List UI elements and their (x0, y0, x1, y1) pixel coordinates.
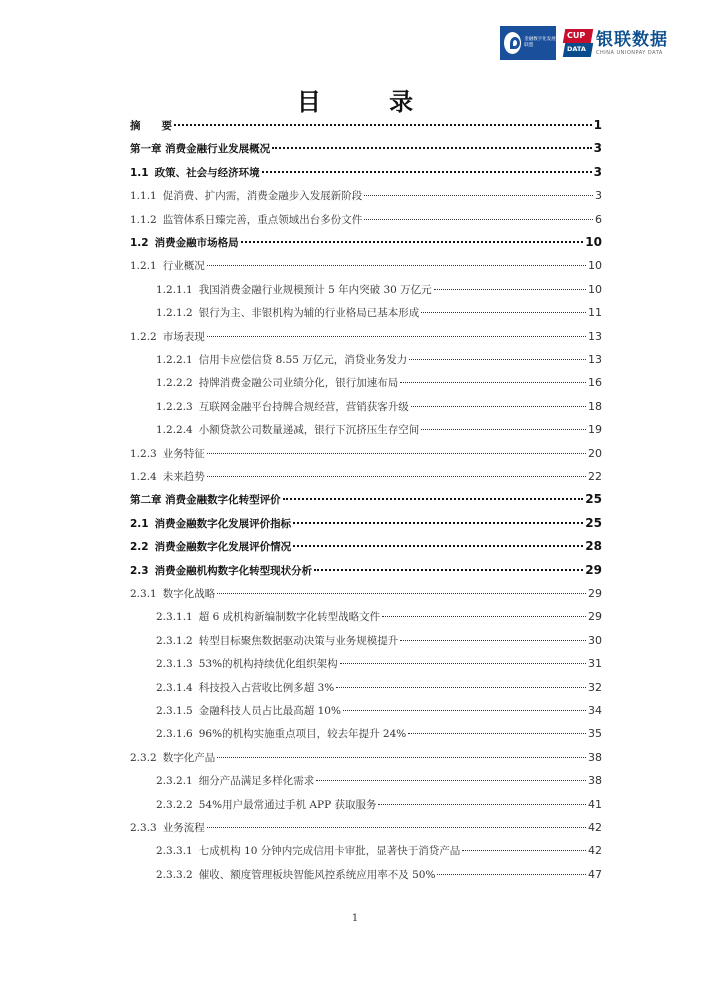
toc-entry-page: 30 (588, 633, 602, 647)
toc-entry-page: 22 (588, 470, 602, 483)
toc-entry-number: 2.3.3 (130, 822, 157, 834)
toc-entry-page: 35 (588, 727, 602, 741)
toc-entry-label (130, 703, 341, 718)
toc-entry-page: 16 (588, 376, 602, 390)
toc-entry[interactable] (130, 305, 602, 320)
toc-entry[interactable] (130, 282, 602, 297)
toc-entry-label (130, 867, 435, 882)
toc-entry-page: 38 (588, 750, 602, 764)
toc-entry[interactable] (130, 820, 602, 835)
toc-entry-title: 摘 要 (130, 120, 172, 132)
toc-entry-title: 信用卡应偿信贷 8.55 万亿元，消贷业务发力 (198, 354, 408, 366)
toc-entry-title: 我国消费金融行业规模预计 5 年内突破 30 万亿元 (198, 283, 432, 296)
toc-dot-leader (336, 687, 586, 688)
toc-entry-title: 53%的机构持续优化组织架构 (198, 658, 338, 671)
toc-entry-label (130, 212, 362, 227)
toc-entry-label (130, 492, 281, 507)
toc-entry-label (130, 165, 260, 180)
toc-entry[interactable] (130, 212, 602, 227)
toc-entry-page: 38 (588, 774, 602, 788)
toc-entry-title: 行业概况 (162, 260, 205, 273)
toc-entry[interactable] (130, 118, 602, 133)
toc-entry-label (130, 446, 205, 461)
toc-entry[interactable] (130, 609, 602, 624)
toc-entry-title: 54%用户最常通过手机 APP 获取服务 (198, 798, 377, 811)
toc-entry-title: 96%的机构实施重点项目，较去年提升 24% (198, 728, 407, 741)
data-label: DATA (567, 45, 586, 53)
toc-entry-number: 2.3.3.2 (156, 868, 193, 881)
toc-entry-title: 消费金融市场格局 (154, 237, 239, 249)
toc-entry-page: 3 (593, 164, 602, 179)
toc-entry[interactable] (130, 141, 602, 156)
toc-dot-leader (174, 124, 592, 126)
toc-entry-page: 10 (588, 259, 602, 273)
toc-dot-leader (400, 382, 586, 383)
alliance-logo-icon (504, 32, 521, 54)
toc-entry[interactable] (130, 586, 602, 601)
toc-entry-number: 1.2.2.1 (156, 354, 193, 366)
toc-entry-label (130, 656, 338, 671)
toc-entry[interactable] (130, 703, 602, 718)
toc-entry-number: 1.2.1.1 (156, 283, 193, 296)
toc-entry-number: 1.2.2 (130, 330, 157, 343)
toc-entry-title: 超 6 成机构新编制数字化转型战略文件 (198, 611, 381, 624)
toc-entry-label (130, 750, 215, 765)
toc-entry-label (130, 843, 460, 858)
toc-entry-title: 科技投入占营收比例多超 3% (198, 681, 335, 694)
toc-dot-leader (340, 663, 586, 664)
toc-entry-title: 持牌消费金融公司业绩分化，银行加速布局 (198, 377, 399, 390)
toc-entry-title: 消费金融机构数字化转型现状分析 (154, 564, 313, 577)
toc-entry-label (130, 258, 205, 273)
toc-entry-label (130, 586, 215, 601)
toc-entry-label (130, 375, 398, 390)
toc-entry-title: 消费金融数字化发展评价情况 (154, 541, 292, 554)
toc-entry-title: 市场表现 (162, 330, 205, 343)
toc-entry-label (130, 726, 406, 741)
toc-entry-label (130, 188, 362, 203)
toc-entry[interactable] (130, 843, 602, 858)
toc-entry-title: 小额贷款公司数量递减，银行下沉挤压生存空间 (198, 424, 420, 437)
toc-entry-page: 28 (585, 539, 602, 554)
toc-entry-number: 1.2 (130, 237, 149, 249)
toc-entry-number: 2.3.1.1 (156, 611, 193, 624)
toc-entry-title: 金融科技人员占比最高超 10% (198, 705, 341, 717)
toc-entry-label (130, 118, 172, 133)
toc-entry[interactable] (130, 375, 602, 390)
toc-entry[interactable] (130, 633, 602, 648)
toc-entry-page: 10 (588, 282, 602, 296)
toc-entry-page: 34 (588, 704, 602, 717)
toc-dot-leader (382, 616, 586, 617)
toc-entry-number: 2.3.3.1 (156, 845, 193, 858)
toc-entry-page: 11 (588, 306, 602, 320)
toc-entry-number: 2.3.2.1 (156, 775, 193, 788)
toc-entry[interactable] (130, 165, 602, 180)
unionpay-data-logo (564, 29, 668, 57)
toc-entry-label (130, 820, 205, 835)
toc-dot-leader (217, 593, 586, 594)
toc-entry[interactable] (130, 422, 602, 437)
toc-entry-number: 2.3 (130, 564, 149, 577)
toc-dot-leader (314, 569, 583, 571)
toc-entry-page: 10 (585, 235, 602, 249)
toc-dot-leader (293, 522, 583, 524)
toc-entry-label (130, 352, 407, 367)
toc-dot-leader (400, 640, 586, 641)
toc-entry-number: 1.1 (130, 166, 149, 179)
cup-label: CUP (567, 31, 586, 40)
header-logos (500, 22, 668, 64)
toc-entry-label (130, 563, 312, 578)
toc-entry[interactable] (130, 656, 602, 671)
toc-entry-page: 42 (588, 821, 602, 834)
toc-entry-number: 2.3.1.6 (156, 728, 193, 741)
toc-dot-leader (241, 241, 584, 243)
toc-entry-number: 1.2.2.4 (156, 424, 193, 437)
toc-entry-number: 2.3.2.2 (156, 798, 193, 811)
toc-entry-number: 2.3.1 (130, 588, 157, 600)
toc-entry-title: 银行为主、非银机构为辅的行业格局已基本形成 (198, 307, 420, 320)
toc-dot-leader (207, 453, 586, 454)
toc-dot-leader (343, 710, 586, 711)
toc-entry-label (130, 399, 409, 414)
toc-dot-leader (207, 827, 586, 828)
toc-entry[interactable] (130, 188, 602, 203)
toc-dot-leader (462, 850, 586, 851)
toc-entry-label (130, 539, 291, 554)
toc-entry[interactable] (130, 539, 602, 554)
toc-entry-number: 2.3.2 (130, 751, 157, 764)
toc-dot-leader (364, 195, 593, 196)
toc-entry-title: 政策、社会与经济环境 (154, 166, 260, 179)
toc-entry[interactable] (130, 867, 602, 882)
toc-entry-label (130, 422, 419, 437)
toc-entry-title: 七成机构 10 分钟内完成信用卡审批，显著快于消贷产品 (198, 845, 461, 858)
toc-entry[interactable] (130, 258, 602, 273)
toc-entry[interactable] (130, 516, 602, 531)
toc-entry-page: 42 (588, 844, 602, 858)
toc-dot-leader (411, 406, 586, 407)
toc-entry-page: 41 (588, 797, 602, 811)
toc-dot-leader (283, 498, 584, 500)
toc-entry-page: 31 (588, 657, 602, 671)
toc-dot-leader (293, 545, 583, 547)
toc-entry[interactable] (130, 773, 602, 788)
toc-entry-label (130, 235, 239, 250)
toc-entry-page: 19 (588, 423, 602, 437)
toc-entry-label (130, 282, 432, 297)
toc-entry-page: 18 (588, 399, 602, 413)
toc-entry-page: 29 (588, 610, 602, 624)
toc-entry-title: 数字化产品 (162, 751, 216, 764)
toc-entry[interactable] (130, 680, 602, 695)
toc-dot-leader (217, 757, 586, 758)
toc-entry-page: 32 (588, 680, 602, 694)
toc-entry-title: 监管体系日臻完善，重点领域出台多份文件 (162, 213, 363, 226)
toc-entry-number: 2.2 (130, 541, 149, 554)
toc-entry-number: 2.3.1.3 (156, 658, 193, 671)
toc-entry-title: 未来趋势 (162, 471, 205, 483)
toc-entry-page: 1 (593, 118, 602, 132)
toc-entry[interactable] (130, 329, 602, 344)
toc-entry-page: 13 (588, 329, 602, 343)
toc-entry-page: 25 (585, 515, 602, 530)
toc-entry-title: 第一章 消费金融行业发展概况 (130, 143, 271, 156)
toc-entry[interactable] (130, 469, 602, 484)
toc-entry-label (130, 305, 419, 320)
toc-entry-label (130, 773, 314, 788)
toc-dot-leader (272, 147, 591, 149)
toc-dot-leader (207, 336, 586, 337)
toc-entry-page: 29 (588, 587, 602, 600)
toc-dot-leader (316, 780, 586, 781)
toc-dot-leader (207, 476, 586, 477)
toc-entry-label (130, 633, 398, 648)
toc-entry[interactable] (130, 563, 602, 578)
toc-entry-title: 催收、额度管理板块智能风控系统应用率不及 50% (198, 868, 436, 881)
toc-entry-label (130, 469, 205, 484)
toc-entry-label (130, 609, 380, 624)
toc-entry-label (130, 516, 291, 531)
toc-entry-page: 47 (588, 867, 602, 881)
brand-name-en: CHINA UNIONPAY DATA (596, 49, 663, 56)
alliance-logo-text: 金融数字化发展联盟 (524, 37, 556, 48)
toc-entry[interactable] (130, 399, 602, 414)
toc-entry-title: 促消费、扩内需，消费金融步入发展新阶段 (162, 190, 363, 203)
toc-dot-leader (409, 359, 586, 360)
toc-entry-label (130, 141, 270, 156)
toc-entry-title: 业务流程 (162, 822, 205, 834)
cup-data-icon (564, 29, 592, 57)
toc-entry-number: 1.1.2 (130, 213, 157, 226)
toc-entry[interactable] (130, 235, 602, 250)
toc-dot-leader (408, 733, 586, 734)
toc-entry-page: 20 (588, 446, 602, 460)
toc-entry-page: 3 (595, 189, 602, 203)
toc-entry-number: 1.2.1.2 (156, 307, 193, 320)
toc-entry-title: 消费金融数字化发展评价指标 (154, 517, 292, 530)
toc-dot-leader (421, 429, 586, 430)
toc-dot-leader (421, 312, 586, 313)
toc-dot-leader (364, 219, 593, 220)
toc-entry-page: 3 (593, 141, 602, 156)
toc-dot-leader (262, 171, 592, 173)
toc-dot-leader (434, 289, 586, 290)
toc-entry-number: 1.2.4 (130, 471, 157, 483)
toc-entry-page: 6 (595, 212, 602, 226)
toc-entry[interactable] (130, 750, 602, 765)
toc-entry-title: 第二章 消费金融数字化转型评价 (130, 494, 281, 507)
toc-entry[interactable] (130, 726, 602, 741)
toc-entry[interactable] (130, 492, 602, 507)
toc-entry[interactable] (130, 446, 602, 461)
toc-entry[interactable] (130, 352, 602, 367)
toc-entry-number: 2.3.1.2 (156, 634, 193, 647)
toc-entry-number: 1.2.2.2 (156, 377, 193, 390)
toc-entry-number: 1.2.2.3 (156, 400, 193, 413)
page-number: 1 (351, 913, 359, 924)
alliance-logo (500, 26, 556, 60)
toc-entry-title: 转型目标聚焦数据驱动决策与业务规模提升 (198, 634, 399, 647)
toc-entry-title: 数字化战略 (162, 588, 216, 600)
toc-entry-number: 1.1.1 (130, 190, 157, 203)
toc-entry[interactable] (130, 797, 602, 812)
toc-entry-number: 2.1 (130, 517, 149, 530)
toc-entry-page: 13 (588, 353, 602, 366)
toc-entry-number: 1.2.3 (130, 447, 157, 460)
toc-entry-label (130, 329, 205, 344)
toc-dot-leader (207, 265, 586, 266)
toc-entry-number: 2.3.1.5 (156, 705, 193, 717)
toc-entry-number: 2.3.1.4 (156, 681, 193, 694)
toc-entry-label (130, 680, 334, 695)
brand-name-cn: 银联数据 (596, 29, 668, 50)
toc-entry-page: 25 (585, 492, 602, 507)
toc-entry-title: 业务特征 (162, 447, 205, 460)
toc-entry-label (130, 797, 376, 812)
toc-entry-title: 互联网金融平台持牌合规经营，营销获客升级 (198, 400, 409, 413)
toc-entry-page: 29 (585, 562, 602, 577)
page-title: 目 录 (296, 88, 444, 116)
toc-dot-leader (437, 874, 586, 875)
toc-entry-title: 细分产品满足多样化需求 (198, 775, 315, 788)
toc-dot-leader (378, 804, 586, 805)
toc-entry-number: 1.2.1 (130, 260, 157, 273)
